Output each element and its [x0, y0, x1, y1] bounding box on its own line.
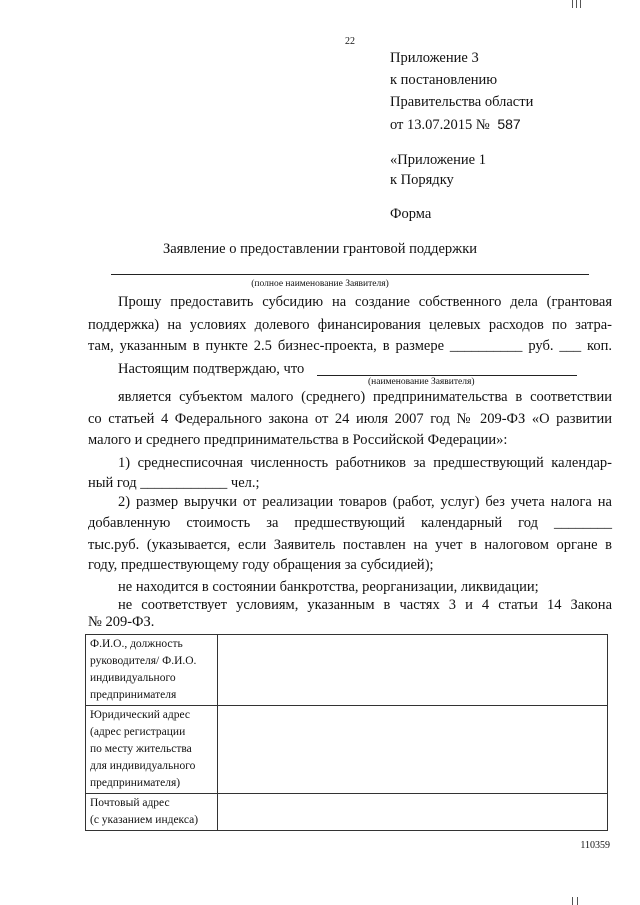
form-label: Форма	[390, 206, 432, 222]
caption-applicant-name: (наименование Заявителя)	[368, 377, 475, 387]
decree-date: от 13.07.2015 №	[390, 117, 490, 133]
item4-line-1: не соответствует условиям, указанным в частях 3 и 4 статьи 14 Закона	[118, 597, 612, 613]
item2-line-1: 2) размер выручки от реализации товаров (работ, услуг) без учета налога на	[118, 494, 612, 510]
table-value-cell[interactable]	[218, 794, 608, 831]
table-label-cell: Ф.И.О., должность руководителя/ Ф.И.О. индивидуального предпринимателя	[86, 635, 218, 706]
table-label-cell: Почтовый адрес (с указанием индекса)	[86, 794, 218, 831]
item2-line-4: году, предшествующему году обращения за субсидией);	[88, 557, 434, 573]
scan-mark-bottom	[572, 897, 573, 905]
decree-number: 587	[497, 116, 521, 132]
item3: не находится в состоянии банкротства, реорганизации, ликвидации;	[118, 579, 539, 595]
caption-full-name: (полное наименование Заявителя)	[251, 279, 389, 289]
para1-line-1: Прошу предоставить субсидию на создание собственного дела (грантовая	[118, 294, 612, 310]
item2-line-3: тыс.руб. (указывается, если Заявитель поставлен на учет в налоговом органе в	[88, 537, 612, 553]
scan-mark-top	[576, 0, 577, 8]
para2-line-2: является субъектом малого (среднего) предпринимательства в соответствии	[118, 389, 612, 405]
item1-line-2: ный год ____________ чел.;	[88, 475, 260, 491]
scan-mark-top	[572, 0, 573, 8]
item4-line-2: № 209-ФЗ.	[88, 614, 155, 630]
item1-line-1: 1) среднесписочная численность работников за предшествующий календар-	[118, 455, 612, 471]
scan-mark-bottom	[577, 897, 578, 905]
para1-line-3: там, указанным в пункте 2.5 бизнес-проекта, в размере __________ руб. ___ коп.	[88, 338, 612, 354]
para1-line-2: поддержка) на условиях долевого финансирования целевых расходов по затра-	[88, 317, 612, 333]
applicant-short-name-line	[317, 375, 577, 376]
table-value-cell[interactable]	[218, 706, 608, 794]
para2-line-1: Настоящим подтверждаю, что	[118, 361, 305, 377]
appendix-line-1: Приложение 3	[390, 50, 479, 66]
scan-mark-top	[580, 0, 581, 8]
document-code: 110359	[580, 840, 610, 851]
sub-appendix-line-1: «Приложение 1	[390, 152, 486, 168]
page-number: 22	[345, 36, 355, 47]
appendix-line-4	[390, 116, 521, 134]
sub-appendix-line-2: к Порядку	[390, 172, 454, 188]
applicant-name-line	[111, 274, 589, 275]
document-title: Заявление о предоставлении грантовой поддержки	[162, 241, 478, 257]
appendix-line-2: к постановлению	[390, 72, 498, 88]
table-row	[86, 706, 608, 794]
para2-line-4: малого и среднего предпринимательства в Российской Федерации»:	[88, 432, 508, 448]
appendix-line-3: Правительства области	[390, 94, 534, 110]
item2-line-2: добавленную стоимость за предшествующий календарный год ________	[88, 515, 612, 531]
applicant-info-table	[85, 634, 608, 831]
table-label-cell: Юридический адрес (адрес регистрации по месту жительства для индивидуального предпринимателя)	[86, 706, 218, 794]
table-value-cell[interactable]	[218, 635, 608, 706]
para2-line-3: со статьей 4 Федерального закона от 24 июля 2007 год № 209-ФЗ «О развитии	[88, 411, 612, 427]
table-row	[86, 794, 608, 831]
table-row	[86, 635, 608, 706]
